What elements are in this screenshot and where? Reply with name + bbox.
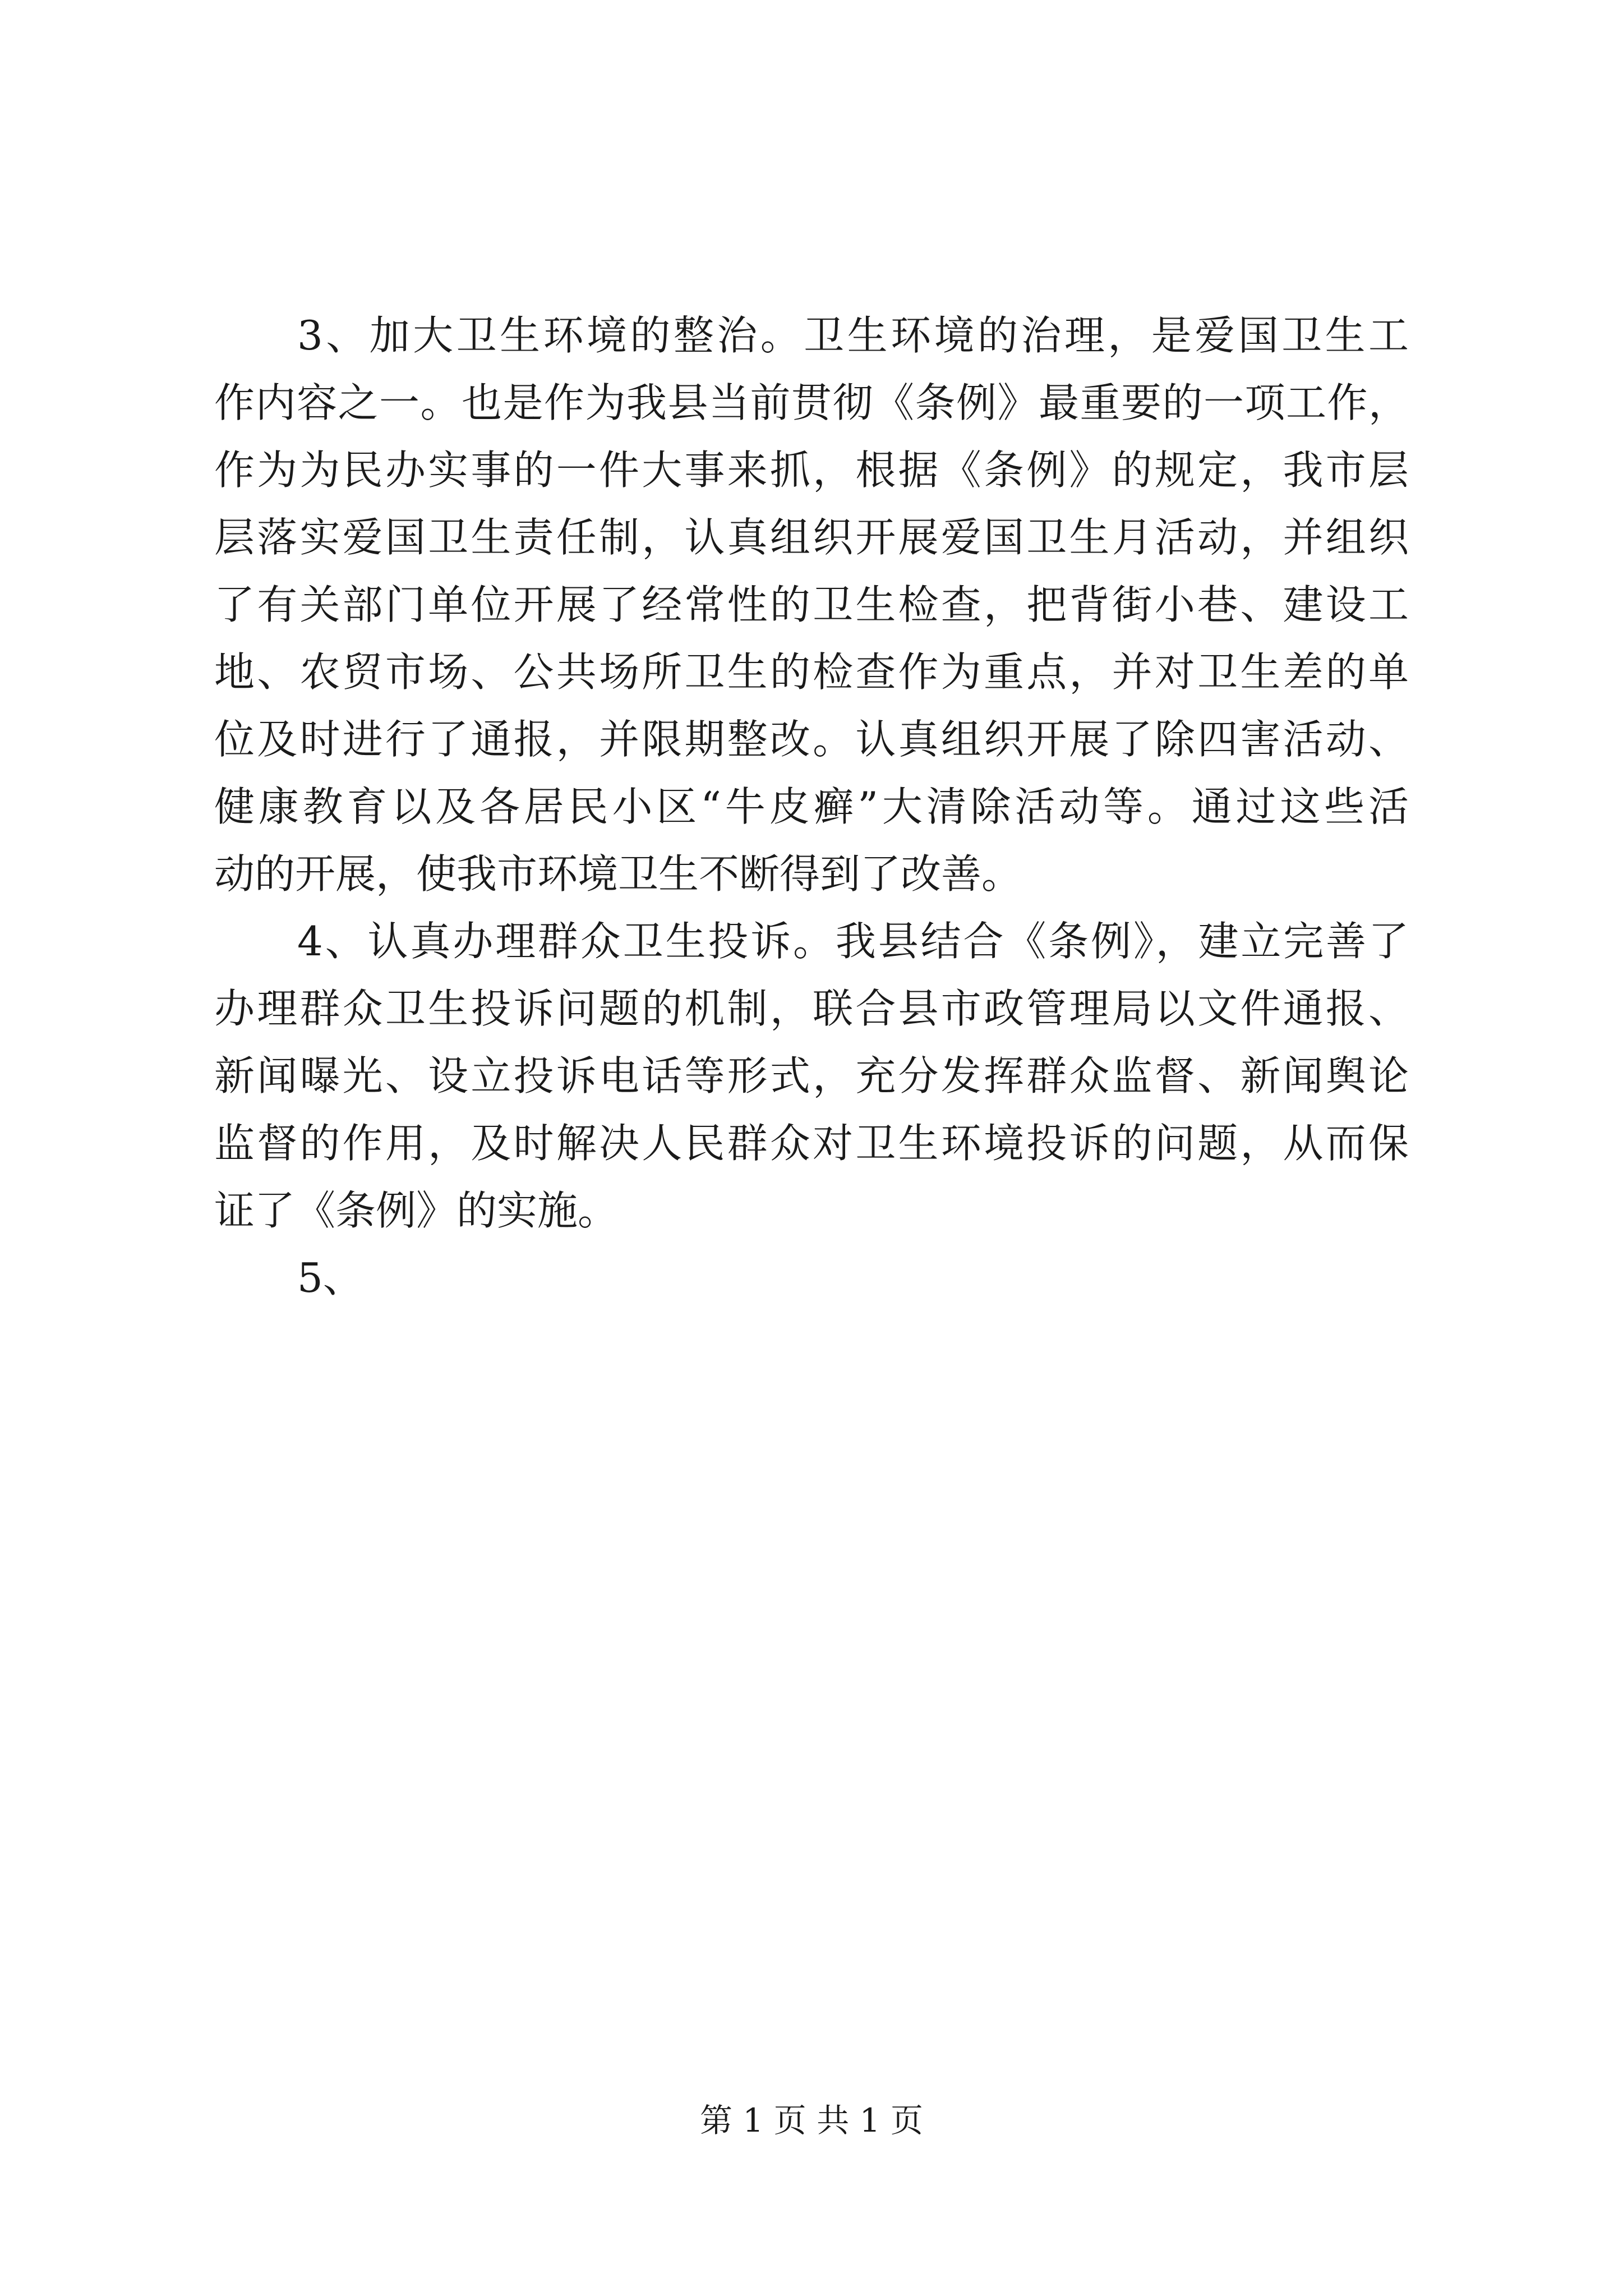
page-footer [0, 2101, 1623, 2140]
paragraph-line: 动的开展，使我市环境卫生不断得到了改善。 [214, 850, 1022, 898]
paragraph-line: 了有关部门单位开展了经常性的卫生检查，把背街小巷、建设工 [214, 581, 1409, 628]
paragraph-line: 作为为民办实事的一件大事来抓，根据《条例》的规定，我市层 [214, 447, 1409, 494]
paragraph-line: 5、 [297, 1254, 363, 1301]
paragraph-line: 新闻曝光、设立投诉电话等形式，充分发挥群众监督、新闻舆论 [214, 1052, 1409, 1099]
paragraph-line: 层落实爱国卫生责任制，认真组织开展爱国卫生月活动，并组织 [214, 514, 1409, 561]
paragraph-line: 4、认真办理群众卫生投诉。我县结合《条例》，建立完善了 [297, 918, 1409, 965]
paragraph-4 [214, 908, 1409, 1244]
page-number-label: 第 1 页 共 1 页 [700, 2101, 923, 2139]
paragraph-line: 监督的作用，及时解决人民群众对卫生环境投诉的问题，从而保 [214, 1120, 1409, 1167]
paragraph-3 [214, 302, 1409, 908]
document-body [214, 302, 1409, 1312]
paragraph-line: 3、加大卫生环境的整治。卫生环境的治理，是爱国卫生工 [297, 312, 1409, 359]
paragraph-line: 位及时进行了通报，并限期整改。认真组织开展了除四害活动、 [214, 716, 1409, 763]
paragraph-5 [214, 1244, 1409, 1312]
paragraph-line: 证了《条例》的实施。 [214, 1187, 619, 1234]
paragraph-line: 健康教育以及各居民小区“牛皮癣”大清除活动等。通过这些活 [214, 783, 1409, 830]
paragraph-line: 办理群众卫生投诉问题的机制，联合县市政管理局以文件通报、 [214, 985, 1409, 1032]
paragraph-line: 作内容之一。也是作为我县当前贯彻《条例》最重要的一项工作， [214, 379, 1409, 426]
paragraph-line: 地、农贸市场、公共场所卫生的检查作为重点，并对卫生差的单 [214, 648, 1409, 696]
